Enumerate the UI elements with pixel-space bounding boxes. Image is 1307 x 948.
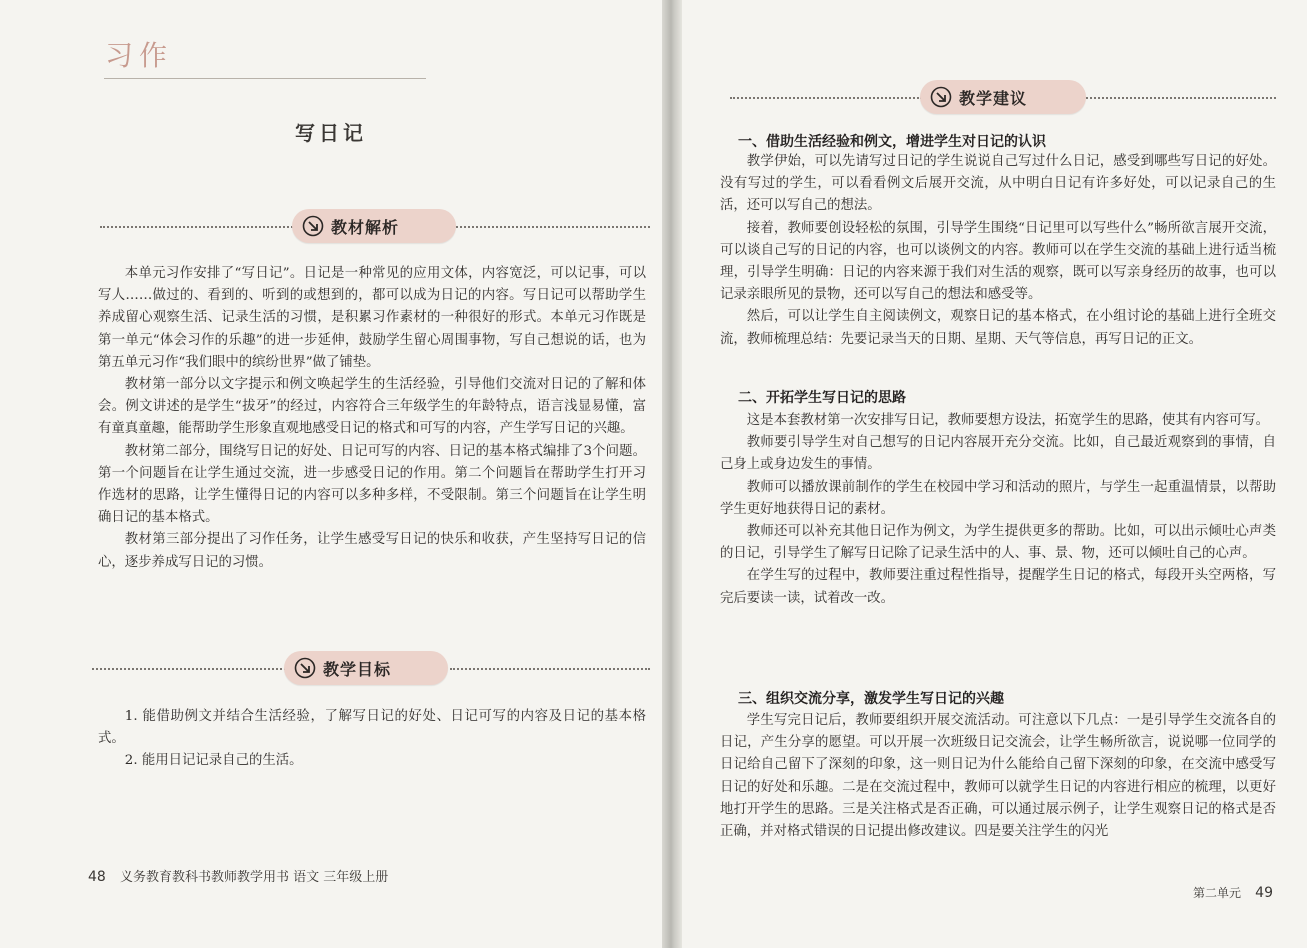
book-gutter xyxy=(662,0,682,948)
goals-list xyxy=(98,706,646,773)
right-page xyxy=(682,0,1307,948)
part-heading: 二、开拓学生写日记的思路 xyxy=(738,390,906,406)
goal-item: 1. 能借助例文并结合生活经验，了解写日记的好处、日记可写的内容及日记的基本格式。 xyxy=(98,709,646,747)
dotted-rule xyxy=(450,668,650,670)
dotted-rule xyxy=(456,226,650,228)
left-footer xyxy=(88,866,388,885)
paragraph: 教材第一部分以文字提示和例文唤起学生的生活经验，引导他们交流对日记的了解和体会。例文讲述的是学生“拔牙”的经过，内容符合三年级学生的年龄特点，语言浅显易懂，富有童真童趣，能帮助学生形象直观地感受日记的格式和可写的内容，产生学写日记的兴趣。 xyxy=(98,377,646,437)
paragraph: 教师要引导学生对自己想写的日记内容展开充分交流。比如，自己最近观察到的事情，自己身上或身边发生的事情。 xyxy=(720,435,1276,473)
title-rule xyxy=(104,78,426,79)
paragraph: 教师可以播放课前制作的学生在校园中学习和活动的照片，与学生一起重温情景，以帮助学生更好地获得日记的素材。 xyxy=(720,479,1276,517)
part-heading: 一、借助生活经验和例文，增进学生对日记的认识 xyxy=(738,134,1046,150)
paragraph: 在学生写的过程中，教师要注重过程性指导，提醒学生日记的格式，每段开头空两格，写完后要读一读，试着改一改。 xyxy=(720,568,1276,606)
section-label: 教学建议 xyxy=(959,88,1028,108)
unit-name: 第二单元 xyxy=(1193,886,1242,900)
paragraph: 教师还可以补充其他日记作为例文，为学生提供更多的帮助。比如，可以出示倾吐心声类的日记，引导学生了解写日记除了记录生活中的人、事、景、物，还可以倾吐自己的心声。 xyxy=(720,524,1276,562)
part-text xyxy=(720,710,1276,843)
section-pill xyxy=(920,80,1086,114)
right-footer xyxy=(1193,884,1273,901)
unit-title: 习作 xyxy=(105,39,174,72)
part-heading: 三、组织交流分享，激发学生写日记的兴趣 xyxy=(738,691,1004,707)
arrow-down-right-icon xyxy=(302,215,324,237)
dotted-rule xyxy=(1086,97,1276,99)
paragraph: 然后，可以让学生自主阅读例文，观察日记的基本格式，在小组讨论的基础上进行全班交流，教师梳理总结：先要记录当天的日期、星期、天气等信息，再写日记的正文。 xyxy=(720,309,1276,347)
book-title: 义务教育教科书教师教学用书 语文 三年级上册 xyxy=(119,870,389,885)
paragraph: 教材第二部分，围绕写日记的好处、日记可写的内容、日记的基本格式编排了3个问题。第一个问题旨在让学生通过交流，进一步感受日记的作用。第二个问题旨在帮助学生打开习作选材的思路，让学生懂得日记的内容可以多种多样，不受限制。第三个问题旨在让学生明确日记的基本格式。 xyxy=(98,443,646,526)
paragraph: 本单元习作安排了“写日记”。日记是一种常见的应用文体，内容宽泛，可以记事，可以写人……做过的、看到的、听到的或想到的，都可以成为日记的内容。写日记可以帮助学生养成留心观察生活、记录生活的习惯，是积累习作素材的一种很好的形式。本单元习作既是第一单元“体会习作的乐趣”的进一步延伸，鼓励学生留心周围事物，写自己想说的话，也为第五单元习作“我们眼中的缤纷世界”做了铺垫。 xyxy=(98,266,646,370)
lesson-title: 写日记 xyxy=(295,121,367,145)
goal-item: 2. 能用日记记录自己的生活。 xyxy=(124,753,303,769)
paragraph: 教材第三部分提出了习作任务，让学生感受写日记的快乐和收获，产生坚持写日记的信心，逐步养成写日记的习惯。 xyxy=(98,532,646,570)
section-pill xyxy=(292,209,456,243)
part-text xyxy=(720,151,1276,351)
page-number: 49 xyxy=(1255,885,1273,901)
part-text xyxy=(720,410,1276,610)
section-pill xyxy=(284,651,448,685)
section-label: 教学目标 xyxy=(323,659,392,679)
section-label: 教材解析 xyxy=(331,217,400,237)
paragraph: 学生写完日记后，教师要组织开展交流活动。可注意以下几点：一是引导学生交流各自的日记，产生分享的愿望。可以开展一次班级日记交流会，让学生畅所欲言，说说哪一位同学的日记给自己留下了深刻的印象，这一则日记为什么能给自己留下深刻的印象，在交流中感受写日记的好处和乐趣。二是在交流过程中，教师可以就学生日记的内容进行相应的梳理，以更好地打开学生的思路。三是关注格式是否正确，可以通过展示例子，让学生观察日记的格式是否正确，并对格式错误的日记提出修改建议。四是要关注学生的闪光 xyxy=(720,713,1276,840)
section-header-goals xyxy=(92,651,650,685)
arrow-down-right-icon xyxy=(294,657,316,679)
page-number: 48 xyxy=(88,869,106,885)
dotted-rule xyxy=(100,226,296,228)
dotted-rule xyxy=(730,97,922,99)
analysis-text xyxy=(98,263,646,574)
paragraph: 接着，教师要创设轻松的氛围，引导学生围绕“日记里可以写些什么”畅所欲言展开交流，可以谈自己写的日记的内容，也可以谈例文的内容。教师可以在学生交流的基础上进行适当梳理，引导学生明确：日记的内容来源于我们对生活的观察，既可以写亲身经历的故事，也可以记录亲眼所见的景物，还可以写自己的想法和感受等。 xyxy=(720,220,1276,303)
section-header-analysis xyxy=(100,209,650,243)
arrow-down-right-icon xyxy=(930,86,952,108)
paragraph: 教学伊始，可以先请写过日记的学生说说自己写过什么日记，感受到哪些写日记的好处。没有写过的学生，可以看看例文后展开交流，从中明白日记有许多好处，可以记录自己的生活，还可以写自己的想法。 xyxy=(720,154,1276,214)
paragraph: 这是本套教材第一次安排写日记，教师要想方设法，拓宽学生的思路，使其有内容可写。 xyxy=(746,413,1270,428)
dotted-rule xyxy=(92,668,286,670)
section-header-suggestions xyxy=(730,80,1276,114)
